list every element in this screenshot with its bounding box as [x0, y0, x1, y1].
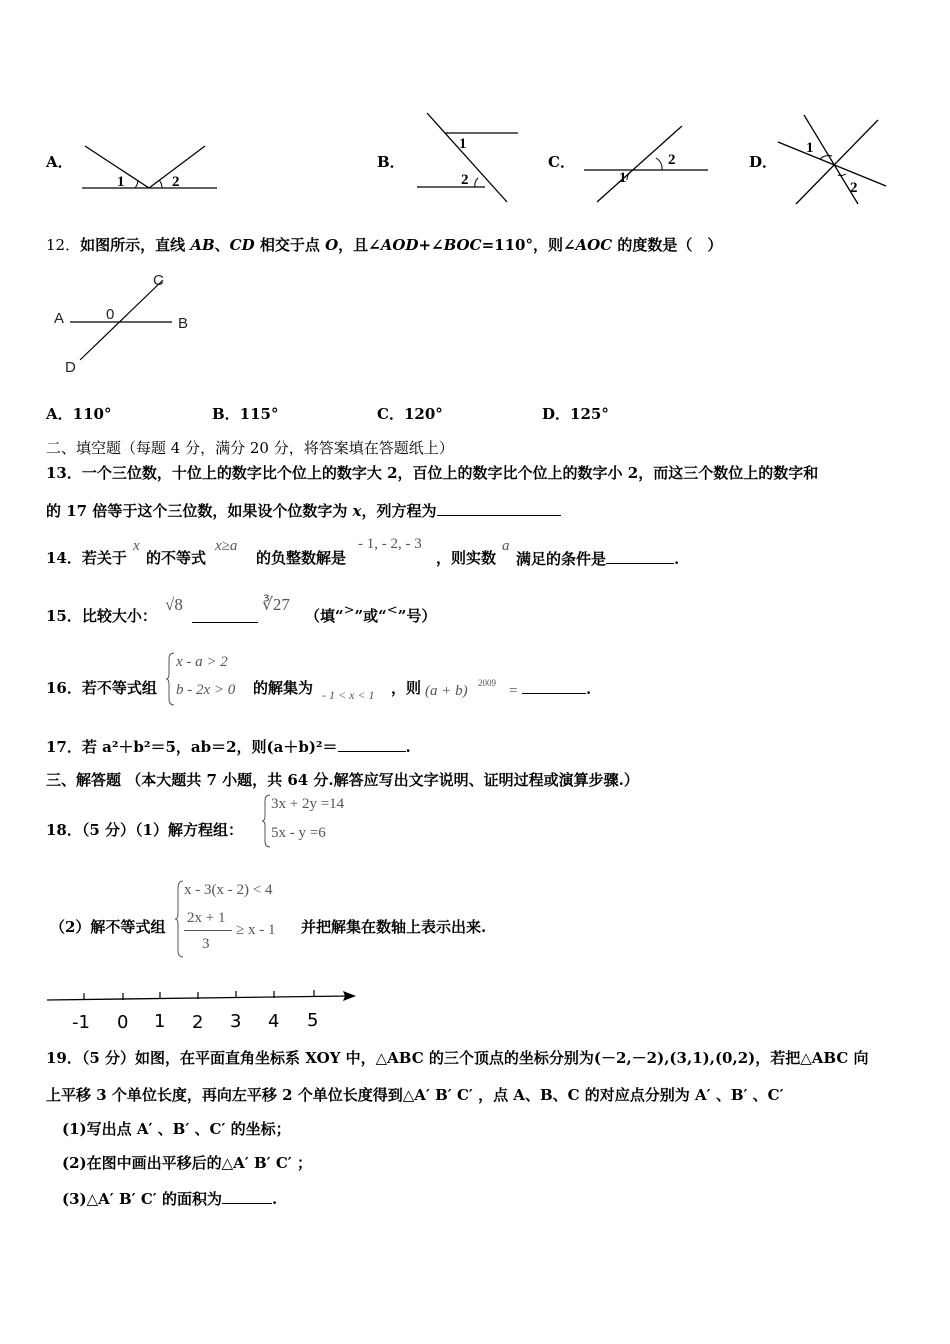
q14-ineq: x≥a [215, 538, 238, 554]
q14-mid2: 的负整数解是 [256, 549, 347, 567]
q12-text-a: 如图所示，直线 [80, 236, 191, 254]
q11-b-angle2: 2 [461, 172, 469, 188]
q18-ineq2-rhs: ≥ x - 1 [236, 922, 276, 938]
q19-end: . [271, 1190, 278, 1208]
q12-choice-b: B．115° [212, 405, 279, 423]
q15-note [305, 603, 437, 627]
q13-line2-a: 的 17 倍等于这个三位数，如果设个位数字为 [46, 502, 353, 520]
q12-fig-label-a: A [54, 310, 65, 327]
q15-right: ∛27 [262, 595, 290, 614]
axis-label-4: 4 [268, 1011, 280, 1032]
q16-tail [522, 679, 591, 698]
q12-choice-d: D．125° [542, 405, 609, 423]
q15-gt: > [343, 603, 355, 618]
q18-tail: 并把解集在数轴上表示出来. [301, 918, 487, 936]
q12-figure [50, 268, 200, 380]
q11-figure-c [582, 122, 712, 207]
section-3-heading: 三、解答题 （本大题共 7 小题，共 64 分.解答应写出文字说明、证明过程或演算步骤.） [46, 771, 639, 789]
q19-sub3 [62, 1189, 277, 1208]
q11-a-angle2: 2 [172, 174, 180, 190]
axis-label-neg1: -1 [72, 1012, 90, 1033]
q17 [46, 737, 411, 756]
q12-cd: CD [229, 236, 255, 254]
q12-aod: AOD [380, 236, 419, 254]
q18-number-line [46, 988, 366, 1036]
q11-option-d-label: D． [749, 153, 778, 171]
q18-part2: （2）解不等式组 [50, 918, 166, 936]
q12-boc: BOC [443, 236, 482, 254]
q11-figure-d [776, 112, 891, 207]
q12-number: 12． [46, 236, 81, 254]
q18-ineq1: x - 3(x - 2) < 4 [184, 882, 273, 898]
q19-line1: 19．（5 分）如图，在平面直角坐标系 XOY 中，△ABC 的三个顶点的坐标分别为(－2,－2),(3,1),(0,2)，若把△ABC 向 [46, 1049, 869, 1067]
q17-answer-blank[interactable] [338, 737, 406, 752]
q16-end: . [586, 680, 592, 698]
q14-a: a [502, 538, 510, 554]
q11-figure-b [415, 110, 525, 205]
q12-fig-label-b: B [178, 315, 189, 332]
q15-answer-blank[interactable] [192, 608, 258, 623]
q13-line2-b: ，列方程为 [361, 502, 437, 520]
axis-label-1: 1 [154, 1011, 166, 1032]
axis-label-3: 3 [230, 1011, 242, 1032]
q19-sub3-text: (3)△A′ B′ C′ 的面积为 [62, 1190, 222, 1208]
q17-end: . [405, 738, 411, 756]
q12-fig-label-c: C [153, 272, 164, 289]
q16-mid2: ，则 [391, 679, 422, 697]
q16-row2: b - 2x > 0 [176, 682, 236, 698]
q19-sub2: (2)在图中画出平移后的△A′ B′ C′ ； [62, 1154, 312, 1172]
q16-eq: = [509, 683, 518, 699]
q12-ab: AB [190, 236, 215, 254]
q15-note-c: ”号） [397, 607, 437, 625]
q12-choice-a: A．110° [46, 405, 112, 423]
q11-option-b-label: B． [377, 153, 405, 171]
q12-o: O [325, 236, 339, 254]
q12-choice-c: C．120° [377, 405, 443, 423]
q14-prefix: 14．若关于 [46, 549, 127, 567]
q14-suffix-text: 满足的条件是 [516, 550, 607, 568]
q11-a-angle1: 1 [117, 174, 125, 190]
q12-sep: 、 [214, 236, 230, 254]
q16-answer-blank[interactable] [522, 679, 586, 694]
q11-d-angle1: 1 [806, 140, 814, 156]
axis-label-5: 5 [307, 1010, 319, 1031]
q16-row1: x - a > 2 [176, 654, 228, 670]
q14-end: . [674, 550, 680, 568]
q11-d-angle2: 2 [850, 180, 858, 196]
q17-text: 17．若 a²＋b²＝5，ab＝2，则(a＋b)²＝ [46, 738, 338, 756]
q19-sub1: (1)写出点 A′ 、B′ 、C′ 的坐标； [62, 1120, 291, 1138]
q11-b-angle1: 1 [459, 136, 467, 152]
q16-prefix: 16．若不等式组 [46, 679, 157, 697]
q15-lt: < [386, 603, 398, 618]
axis-label-2: 2 [192, 1012, 204, 1033]
q12-text-c: ，且∠ [338, 236, 381, 254]
q19-answer-blank[interactable] [222, 1189, 272, 1204]
q18-frac-den: 3 [202, 936, 210, 952]
q16-mid: 的解集为 [253, 679, 314, 697]
q18-part1: 18．（5 分）（1）解方程组： [46, 821, 243, 839]
section-2-heading: 二、填空题（每题 4 分，满分 20 分，将答案填在答题纸上） [46, 439, 454, 457]
q14-answer-blank[interactable] [606, 549, 674, 564]
q16-expr: (a + b) [425, 683, 468, 699]
q12-plus: +∠ [418, 236, 444, 254]
q12-text-d: =110°，则∠ [481, 236, 576, 254]
q11-figure-a [80, 140, 220, 192]
q11-option-c-label: C． [548, 153, 575, 171]
axis-label-0: 0 [117, 1012, 129, 1033]
q15-note-a: （填“ [305, 607, 344, 625]
q13-answer-blank[interactable] [437, 501, 561, 516]
q13-var: x [352, 502, 362, 520]
q16-solution: - 1 < x < 1 [322, 688, 375, 702]
q11-option-a-label: A． [46, 153, 73, 171]
q18-eq2: 5x - y =6 [271, 825, 326, 841]
q14-mid3: ，则实数 [436, 549, 497, 567]
q14-mid: 的不等式 [146, 549, 207, 567]
q13-line1: 13．一个三位数，十位上的数字比个位上的数字大 2，百位上的数字比个位上的数字小 2，而这三个数位上的数字和 [46, 464, 819, 482]
q14-solution: - 1, - 2, - 3 [358, 536, 422, 552]
q16-brace [166, 652, 176, 706]
q18-frac-bar [184, 930, 232, 931]
q14-x: x [133, 538, 140, 554]
q18-eq1: 3x + 2y =14 [271, 796, 345, 812]
q18-frac-num: 2x + 1 [187, 910, 226, 926]
q15-note-b: ”或“ [354, 607, 387, 625]
q15-left: √8 [165, 595, 183, 614]
q19-line2: 上平移 3 个单位长度，再向左平移 2 个单位长度得到△A′ B′ C′ ，点 A、B、C 的对应点分别为 A′ 、B′ 、C′ [46, 1086, 784, 1104]
q12-fig-label-o: 0 [106, 306, 115, 323]
q12-aoc: AOC [575, 236, 613, 254]
q15-prefix: 15．比较大小： [46, 607, 157, 625]
q12-question [46, 236, 722, 254]
q11-c-angle2: 2 [668, 152, 676, 168]
q12-fig-label-d: D [65, 359, 76, 376]
q13-line2 [46, 501, 561, 520]
q11-c-angle1: 1 [619, 170, 627, 186]
q16-exponent: 2009 [478, 678, 496, 688]
q12-text-b: 相交于点 [254, 236, 326, 254]
q14-suffix [516, 549, 679, 568]
q12-text-e: 的度数是（ ） [612, 236, 723, 254]
